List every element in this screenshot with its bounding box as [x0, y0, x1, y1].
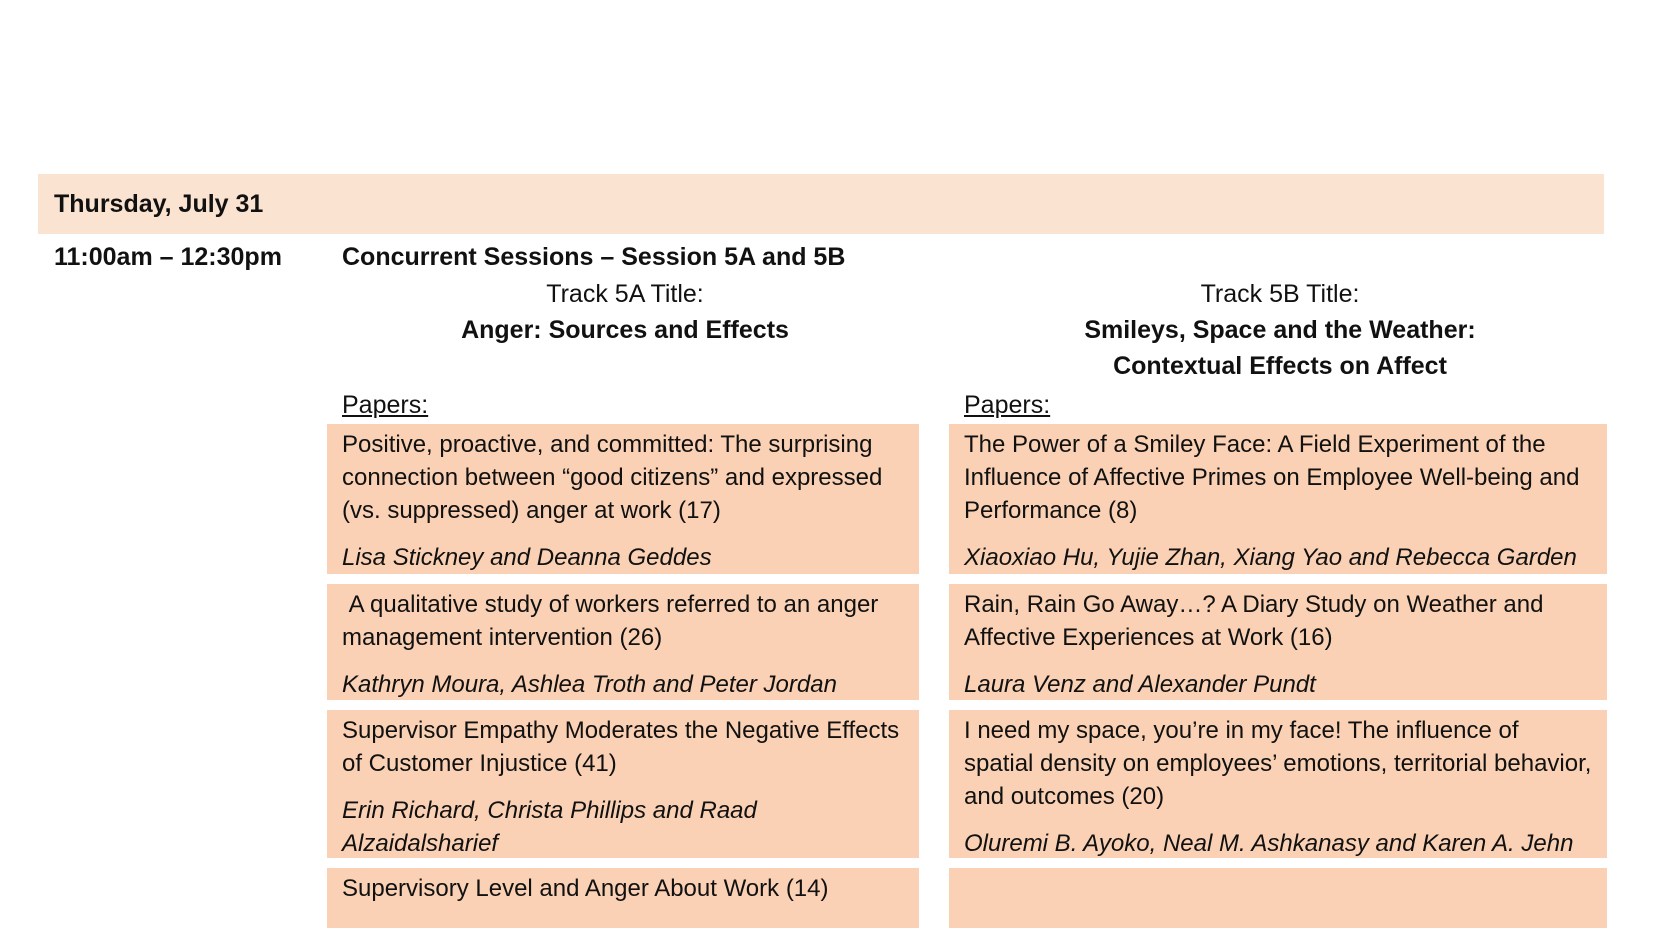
paper-card [327, 584, 919, 700]
paper-card [949, 710, 1607, 858]
paper-title: Positive, proactive, and committed: The surprising connection between “good citizens” and expressed (vs. suppressed) anger at work (17) [342, 431, 883, 524]
track-5b-header [950, 276, 1610, 384]
paper-title: Supervisor Empathy Moderates the Negative Effects of Customer Injustice (41) [342, 717, 900, 777]
session-title: Concurrent Sessions – Session 5A and 5B [342, 243, 846, 271]
paper-title: Supervisory Level and Anger About Work (14) [342, 875, 829, 902]
track-5a-header [330, 276, 920, 348]
paper-authors: Kathryn Moura, Ashlea Troth and Peter Jordan [342, 671, 837, 698]
track-5b-title-line1: Smileys, Space and the Weather: [1084, 316, 1476, 344]
track-5a-title: Anger: Sources and Effects [461, 316, 789, 344]
track-5b-papers-label: Papers: [964, 391, 1051, 419]
track-5a-label: Track 5A Title: [546, 280, 704, 308]
track-5b-label: Track 5B Title: [1200, 280, 1360, 308]
paper-title: The Power of a Smiley Face: A Field Experiment of the Influence of Affective Primes on Employee Well-being and Performance (8) [964, 431, 1580, 524]
day-header-bar [38, 174, 1604, 234]
paper-title: I need my space, you’re in my face! The influence of spatial density on employees’ emotions, territorial behavior, and outcomes (20) [964, 717, 1592, 810]
track-5b-title-line2: Contextual Effects on Affect [1113, 352, 1447, 380]
paper-card [327, 868, 919, 928]
paper-authors: Oluremi B. Ayoko, Neal M. Ashkanasy and Karen A. Jehn [964, 830, 1574, 857]
paper-card [949, 424, 1607, 574]
paper-title: Rain, Rain Go Away…? A Diary Study on Weather and Affective Experiences at Work (16) [964, 591, 1544, 651]
track-5a-papers-label: Papers: [342, 391, 429, 419]
track-5a-paper-list [327, 424, 919, 938]
paper-card [949, 584, 1607, 700]
paper-card [327, 424, 919, 574]
paper-authors: Xiaoxiao Hu, Yujie Zhan, Xiang Yao and Rebecca Garden [964, 544, 1577, 571]
session-time: 11:00am – 12:30pm [54, 243, 282, 271]
paper-authors: Laura Venz and Alexander Pundt [964, 671, 1316, 698]
paper-card [949, 868, 1607, 928]
paper-authors: Lisa Stickney and Deanna Geddes [342, 544, 712, 571]
track-5b-paper-list [949, 424, 1607, 938]
day-label: Thursday, July 31 [54, 189, 264, 218]
paper-authors: Erin Richard, Christa Phillips and Raad Alzaidalsharief [342, 797, 757, 857]
paper-title: A qualitative study of workers referred to an anger management intervention (26) [342, 591, 885, 651]
paper-card [327, 710, 919, 858]
